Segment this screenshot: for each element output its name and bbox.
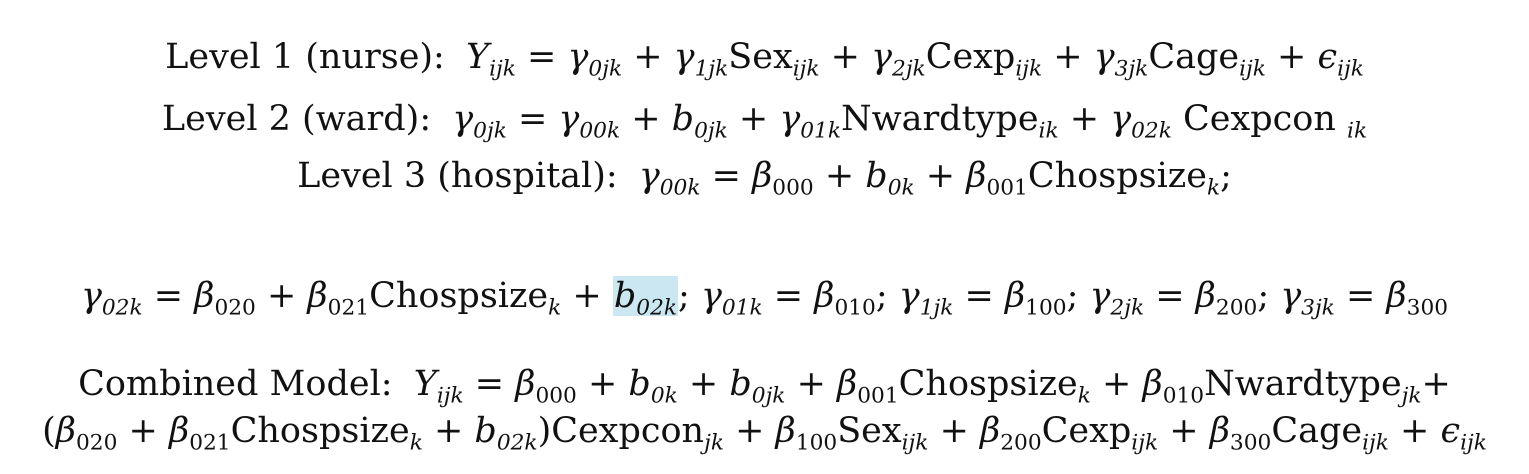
term-chospsize: Chospsize — [230, 411, 410, 451]
term-cage: Cage — [1271, 411, 1363, 451]
term-sex: Sex — [728, 37, 793, 77]
term-chospsize: Chospsize — [369, 276, 549, 316]
term-cexpcon: Cexpcon — [1183, 99, 1336, 139]
equation-combined-line1: Combined Model: $Y_{ijk} = \beta_{000} + b_{0k} + b_{0jk}$ + $\beta_{001}Chospsize_k$ + $\beta_{010}Nwardtype_{jk}+$ — [78, 364, 1451, 409]
level1-label: Level 1 (nurse): — [165, 37, 445, 77]
term-cexpcon: Cexpcon — [551, 411, 705, 451]
equation-combined-line2: ($\beta_{020}$ + $\beta_{021}Chospsize_k$ + $b_{02k})Cexpcon_{jk} + \beta_{100}Sex_{ijk} + \beta_{200}Cexp_{ijk}$ + $\beta_{300}Cage_{ijk} + \epsilon_{ijk}$ — [42, 411, 1487, 456]
term-cexp: Cexp — [925, 37, 1016, 77]
term-chospsize: Chospsize — [898, 364, 1078, 404]
combined-label: Combined Model: — [78, 364, 393, 404]
term-cexp: Cexp — [1041, 411, 1132, 451]
term-nwardtype: Nwardtype — [1204, 364, 1402, 404]
level3-label: Level 3 (hospital): — [297, 156, 618, 196]
level2-label: Level 2 (ward): — [161, 99, 432, 139]
equation-level2: Level 2 (ward): $\gamma_{0jk} = \gamma_{00k} + b_{0jk}$ + $\gamma_{01k}Nwardtype_{ik} + \gamma_{02k}$ Cexpcon $_{ik}$ — [161, 99, 1368, 144]
equation-random-slope: $\gamma_{02k} = \beta_{020}$ + $\beta_{021}Chospsize_k + b_{02k}$; $\gamma_{01k} = \beta_{010}$; $\gamma_{1jk} = \beta_{100}$; $\gamma_{2jk} = \beta_{200}$; $\gamma_{3jk} = \beta_{300}$ — [80, 276, 1449, 321]
term-chospsize: Chospsize — [1027, 156, 1207, 196]
highlighted-term: $b_{02k}$ — [613, 276, 678, 321]
term-nwardtype: Nwardtype — [841, 99, 1039, 139]
term-cage: Cage — [1148, 37, 1240, 77]
term-sex: Sex — [837, 411, 902, 451]
equation-level3: Level 3 (hospital): $\gamma_{00k} = \beta_{000} + b_{0k}$ + $\beta_{001}Chospsize_k$; — [297, 156, 1232, 201]
equation-level1: Level 1 (nurse): $Y_{ijk} = \gamma_{0jk} + \gamma_{1jk}Sex_{ijk} + \gamma_{2jk}Cexp_{ijk}$ + $\gamma_{3jk}Cage_{ijk} + \epsilon_{ijk}$ — [165, 37, 1364, 82]
